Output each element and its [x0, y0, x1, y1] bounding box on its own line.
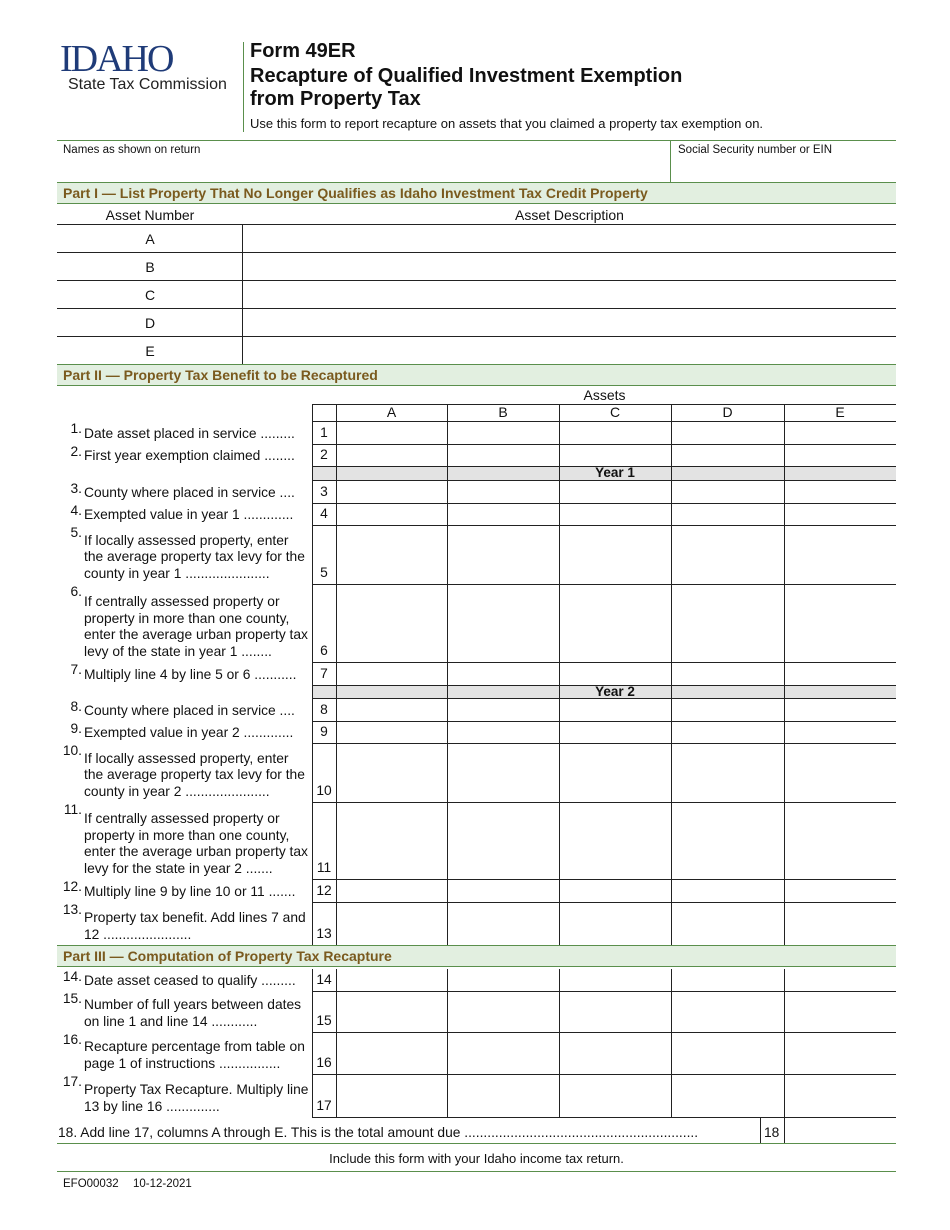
- line-1-label: [58, 421, 310, 444]
- line-17-col-b-field[interactable]: [449, 1076, 557, 1115]
- line-14-box-number: 14: [316, 972, 332, 987]
- row-rule: [57, 252, 896, 253]
- line-14-col-c-field[interactable]: [561, 971, 669, 989]
- line-16-col-b-field[interactable]: [449, 1034, 557, 1072]
- line-9-col-c-field[interactable]: [561, 723, 669, 741]
- line-11-box-number: 11: [316, 860, 332, 875]
- line-8-col-a-field[interactable]: [338, 701, 445, 719]
- line-8-box-number: 8: [320, 702, 328, 717]
- line-10-col-d-field[interactable]: [673, 745, 782, 800]
- line-3-col-a-field[interactable]: [338, 483, 445, 501]
- line-8-col-d-field[interactable]: [673, 701, 782, 719]
- line18-box-number: 18: [764, 1125, 780, 1140]
- line-17-box-number: 17: [316, 1098, 332, 1113]
- line-6-col-b-field[interactable]: [449, 586, 557, 660]
- line-14-col-e-field[interactable]: [786, 971, 894, 989]
- row-rule: [312, 421, 896, 422]
- ssn-label: Social Security number or EIN: [678, 144, 833, 156]
- line-15-col-c-field[interactable]: [561, 993, 669, 1030]
- row-rule: [312, 503, 896, 504]
- line-3-text: County where placed in service ....: [84, 484, 295, 500]
- line-6-box-number: 6: [320, 643, 328, 658]
- line-7-col-b-field[interactable]: [449, 664, 557, 683]
- line-2-number: 2.: [70, 444, 82, 459]
- line-13-number: 13.: [62, 902, 82, 917]
- line-6-col-a-field[interactable]: [338, 586, 445, 660]
- line-17-col-d-field[interactable]: [673, 1076, 782, 1115]
- line-11-number: 11.: [63, 802, 82, 817]
- line-1-col-b-field[interactable]: [449, 423, 557, 442]
- divider: [57, 140, 896, 141]
- line-13-box-number: 13: [316, 926, 332, 941]
- line-5-number: 5.: [70, 525, 82, 540]
- line-13-col-b-field[interactable]: [449, 904, 557, 943]
- line18-total-field[interactable]: [786, 1118, 894, 1142]
- line-9-col-a-field[interactable]: [338, 723, 445, 741]
- line-6-col-e-field[interactable]: [786, 586, 894, 660]
- asset-description-field[interactable]: [246, 226, 892, 250]
- line-5-col-e-field[interactable]: [786, 527, 894, 582]
- line-7-number: 7.: [70, 662, 82, 677]
- line-15-col-e-field[interactable]: [786, 993, 894, 1030]
- line-1-box-number: 1: [320, 425, 328, 440]
- line-8-label: [58, 699, 310, 721]
- col-divider: [312, 969, 313, 1117]
- col-divider: [559, 969, 560, 1117]
- line-2-label: [58, 444, 310, 466]
- line-17-number: 17.: [62, 1074, 82, 1089]
- line-16-col-a-field[interactable]: [338, 1034, 445, 1072]
- row-rule: [312, 802, 896, 803]
- line-15-text: Number of full years between dates on line 1 and line 14 ............: [84, 997, 302, 1029]
- line-13-col-e-field[interactable]: [786, 904, 894, 943]
- asset-letter: D: [144, 315, 156, 331]
- line-5-label: [58, 525, 310, 584]
- row-rule: [312, 879, 896, 880]
- line-13-col-d-field[interactable]: [673, 904, 782, 943]
- line-15-box-number: 15: [316, 1013, 332, 1028]
- asset-description-field[interactable]: [246, 282, 892, 306]
- line-1-text: Date asset placed in service .........: [84, 425, 295, 441]
- column-header-c: C: [609, 404, 621, 420]
- line-13-label: [58, 902, 310, 945]
- line-5-col-d-field[interactable]: [673, 527, 782, 582]
- line-14-number: 14.: [62, 969, 82, 984]
- line-12-label: [58, 879, 310, 902]
- line-2-col-e-field[interactable]: [786, 446, 894, 464]
- line-1-col-c-field[interactable]: [561, 423, 669, 442]
- form-code: EFO00032: [63, 1178, 119, 1190]
- line-6-col-c-field[interactable]: [561, 586, 669, 660]
- line-16-label: [58, 1032, 310, 1074]
- part2-header: Part II — Property Tax Benefit to be Recaptured: [57, 364, 896, 386]
- line-10-col-b-field[interactable]: [449, 745, 557, 800]
- line-7-box-number: 7: [320, 666, 328, 681]
- line-10-text: If locally assessed property, enter the average property tax levy for the county in year 2 ......................: [84, 750, 305, 799]
- line-15-col-a-field[interactable]: [338, 993, 445, 1030]
- line-9-box-number: 9: [320, 724, 328, 739]
- line-11-col-a-field[interactable]: [338, 804, 445, 877]
- line-14-col-a-field[interactable]: [338, 971, 445, 989]
- row-rule: [57, 280, 896, 281]
- col-divider: [784, 969, 785, 1117]
- assets-label: Assets: [583, 387, 626, 403]
- line-2-col-b-field[interactable]: [449, 446, 557, 464]
- col-divider: [559, 404, 560, 945]
- line-9-number: 9.: [70, 721, 82, 736]
- line-7-col-d-field[interactable]: [673, 664, 782, 683]
- line-7-col-e-field[interactable]: [786, 664, 894, 683]
- row-rule: [312, 902, 896, 903]
- line-10-box-number: 10: [316, 783, 332, 798]
- form-date: 10-12-2021: [133, 1178, 192, 1190]
- line-7-col-a-field[interactable]: [338, 664, 445, 683]
- line-16-number: 16.: [62, 1032, 82, 1047]
- line-9-label: [58, 721, 310, 743]
- col-divider: [784, 404, 785, 945]
- line-11-text: If centrally assessed property or property in more than one county, enter the average urban property tax levy for the state in year 2 .......: [84, 811, 308, 876]
- column-header-a: A: [386, 404, 397, 420]
- line-4-col-c-field[interactable]: [561, 505, 669, 523]
- line-5-col-b-field[interactable]: [449, 527, 557, 582]
- header-divider: [243, 42, 244, 132]
- line-10-col-c-field[interactable]: [561, 745, 669, 800]
- column-header-d: D: [722, 404, 733, 420]
- line-16-col-c-field[interactable]: [561, 1034, 669, 1072]
- asset-description-field[interactable]: [246, 254, 892, 278]
- row-rule: [312, 662, 896, 663]
- line-4-col-d-field[interactable]: [673, 505, 782, 523]
- line-2-col-a-field[interactable]: [338, 446, 445, 464]
- divider: [57, 1171, 896, 1172]
- line-2-box-number: 2: [320, 447, 328, 462]
- ssn-field[interactable]: [678, 160, 888, 180]
- row-rule: [312, 525, 896, 526]
- line-8-number: 8.: [70, 699, 82, 714]
- line-4-number: 4.: [70, 503, 82, 518]
- line-5-text: If locally assessed property, enter the average property tax levy for the county in year 1 ......................: [84, 532, 305, 581]
- col-divider: [242, 224, 243, 364]
- title-line-1: Recapture of Qualified Investment Exemption: [250, 65, 683, 87]
- row-rule: [312, 584, 896, 585]
- line-16-col-d-field[interactable]: [673, 1034, 782, 1072]
- line-3-col-b-field[interactable]: [449, 483, 557, 501]
- line-14-label: [58, 969, 310, 991]
- line-3-col-c-field[interactable]: [561, 483, 669, 501]
- col-divider: [671, 969, 672, 1117]
- part1-header: Part I — List Property That No Longer Qualifies as Idaho Investment Tax Credit Property: [57, 182, 896, 204]
- line-9-col-b-field[interactable]: [449, 723, 557, 741]
- names-field[interactable]: [63, 160, 663, 180]
- line-17-col-e-field[interactable]: [786, 1076, 894, 1115]
- line-1-col-d-field[interactable]: [673, 423, 782, 442]
- line-12-box-number: 12: [316, 883, 332, 898]
- line-8-col-c-field[interactable]: [561, 701, 669, 719]
- line-15-col-d-field[interactable]: [673, 993, 782, 1030]
- part3-header: Part III — Computation of Property Tax Recapture: [57, 945, 896, 967]
- line-10-number: 10.: [62, 743, 82, 758]
- col-asset-description: Asset Description: [515, 207, 624, 223]
- line-9-col-e-field[interactable]: [786, 723, 894, 741]
- line-2-text: First year exemption claimed ........: [84, 447, 295, 463]
- line-11-col-c-field[interactable]: [561, 804, 669, 877]
- line-13-col-c-field[interactable]: [561, 904, 669, 943]
- row-rule: [312, 991, 896, 992]
- asset-letter: C: [144, 287, 156, 303]
- line-10-col-e-field[interactable]: [786, 745, 894, 800]
- line-12-number: 12.: [62, 879, 82, 894]
- line-13-text: Property tax benefit. Add lines 7 and 12 .......................: [84, 910, 306, 942]
- col-divider: [784, 1117, 785, 1144]
- divider: [670, 140, 671, 182]
- line-3-col-e-field[interactable]: [786, 483, 894, 501]
- line-8-col-e-field[interactable]: [786, 701, 894, 719]
- line-3-box-number: 3: [320, 484, 328, 499]
- line-16-text: Recapture percentage from table on page 1 of instructions ................: [84, 1039, 305, 1071]
- col-divider: [447, 404, 448, 945]
- line-7-label: [58, 662, 310, 685]
- asset-letter: B: [145, 259, 155, 275]
- line-12-col-b-field[interactable]: [449, 881, 557, 900]
- line-9-col-d-field[interactable]: [673, 723, 782, 741]
- asset-letter: A: [145, 231, 155, 247]
- line-5-box-number: 5: [320, 565, 328, 580]
- title-line-2: from Property Tax: [250, 88, 421, 110]
- col-divider: [671, 404, 672, 945]
- line-7-text: Multiply line 4 by line 5 or 6 ...........: [84, 666, 297, 682]
- line-14-text: Date asset ceased to qualify .........: [84, 972, 296, 988]
- line-2-col-d-field[interactable]: [673, 446, 782, 464]
- row-rule: [312, 1032, 896, 1033]
- line-11-label: [58, 802, 310, 879]
- asset-letter: E: [145, 343, 155, 359]
- row-rule: [57, 224, 896, 225]
- line-10-col-a-field[interactable]: [338, 745, 445, 800]
- col-divider: [760, 1117, 761, 1144]
- line-4-label: [58, 503, 310, 525]
- line-5-col-a-field[interactable]: [338, 527, 445, 582]
- names-label: Names as shown on return: [63, 144, 201, 156]
- row-rule: [57, 336, 896, 337]
- asset-description-field[interactable]: [246, 310, 892, 334]
- line-12-col-a-field[interactable]: [338, 881, 445, 900]
- asset-description-field[interactable]: [246, 338, 892, 362]
- line-4-col-a-field[interactable]: [338, 505, 445, 523]
- line-11-col-b-field[interactable]: [449, 804, 557, 877]
- row-rule: [57, 308, 896, 309]
- line-13-col-a-field[interactable]: [338, 904, 445, 943]
- line-6-col-d-field[interactable]: [673, 586, 782, 660]
- line-6-text: If centrally assessed property or property in more than one county, enter the average urban property tax levy of the state in year 1 ........: [84, 594, 308, 659]
- line-11-col-e-field[interactable]: [786, 804, 894, 877]
- line-17-col-a-field[interactable]: [338, 1076, 445, 1115]
- line-12-col-c-field[interactable]: [561, 881, 669, 900]
- row-rule: [312, 721, 896, 722]
- line-8-col-b-field[interactable]: [449, 701, 557, 719]
- year1-band-label: Year 1: [595, 465, 635, 480]
- line-10-label: [58, 743, 310, 802]
- line-8-text: County where placed in service ....: [84, 702, 295, 718]
- line-4-col-e-field[interactable]: [786, 505, 894, 523]
- line-3-label: [58, 481, 310, 503]
- divider: [57, 1143, 896, 1144]
- form-description: Use this form to report recapture on assets that you claimed a property tax exemption on.: [250, 116, 764, 131]
- row-rule: [312, 743, 896, 744]
- line-12-text: Multiply line 9 by line 10 or 11 .......: [84, 883, 296, 899]
- line-12-col-d-field[interactable]: [673, 881, 782, 900]
- line-15-col-b-field[interactable]: [449, 993, 557, 1030]
- line-1-col-e-field[interactable]: [786, 423, 894, 442]
- line-6-number: 6.: [70, 584, 82, 599]
- row-rule: [312, 444, 896, 445]
- row-rule: [312, 1074, 896, 1075]
- line-14-col-d-field[interactable]: [673, 971, 782, 989]
- line-3-col-d-field[interactable]: [673, 483, 782, 501]
- line-7-col-c-field[interactable]: [561, 664, 669, 683]
- logo-subtitle: State Tax Commission: [68, 76, 227, 93]
- line-4-col-b-field[interactable]: [449, 505, 557, 523]
- line-5-col-c-field[interactable]: [561, 527, 669, 582]
- line-14-col-b-field[interactable]: [449, 971, 557, 989]
- line-1-number: 1.: [70, 421, 82, 436]
- idaho-logo: IDAHO: [60, 38, 173, 80]
- line-3-number: 3.: [70, 481, 82, 496]
- line-12-col-e-field[interactable]: [786, 881, 894, 900]
- line-6-label: [58, 584, 310, 662]
- year2-band-label: Year 2: [595, 684, 635, 699]
- line-17-label: [58, 1074, 310, 1117]
- col-divider: [447, 969, 448, 1117]
- line-17-col-c-field[interactable]: [561, 1076, 669, 1115]
- form-title: [250, 65, 770, 111]
- line18-label: 18. Add line 17, columns A through E. This is the total amount due .............................................................: [58, 1125, 699, 1140]
- col-divider: [312, 404, 313, 945]
- column-header-b: B: [498, 404, 508, 420]
- col-divider: [336, 969, 337, 1117]
- column-header-e: E: [835, 404, 845, 420]
- line-17-text: Property Tax Recapture. Multiply line 13 by line 16 ..............: [84, 1082, 309, 1114]
- line-15-number: 15.: [62, 991, 82, 1006]
- line-4-text: Exempted value in year 1 .............: [84, 506, 294, 522]
- line-1-col-a-field[interactable]: [338, 423, 445, 442]
- line-2-col-c-field[interactable]: [561, 446, 669, 464]
- col-divider: [336, 404, 337, 945]
- line-11-col-d-field[interactable]: [673, 804, 782, 877]
- col-asset-number: Asset Number: [105, 207, 195, 223]
- line-16-box-number: 16: [316, 1055, 332, 1070]
- line-9-text: Exempted value in year 2 .............: [84, 724, 294, 740]
- line-16-col-e-field[interactable]: [786, 1034, 894, 1072]
- line-15-label: [58, 991, 310, 1032]
- form-number: Form 49ER: [250, 40, 356, 62]
- line-4-box-number: 4: [320, 506, 328, 521]
- footer-note: Include this form with your Idaho income tax return.: [329, 1151, 624, 1166]
